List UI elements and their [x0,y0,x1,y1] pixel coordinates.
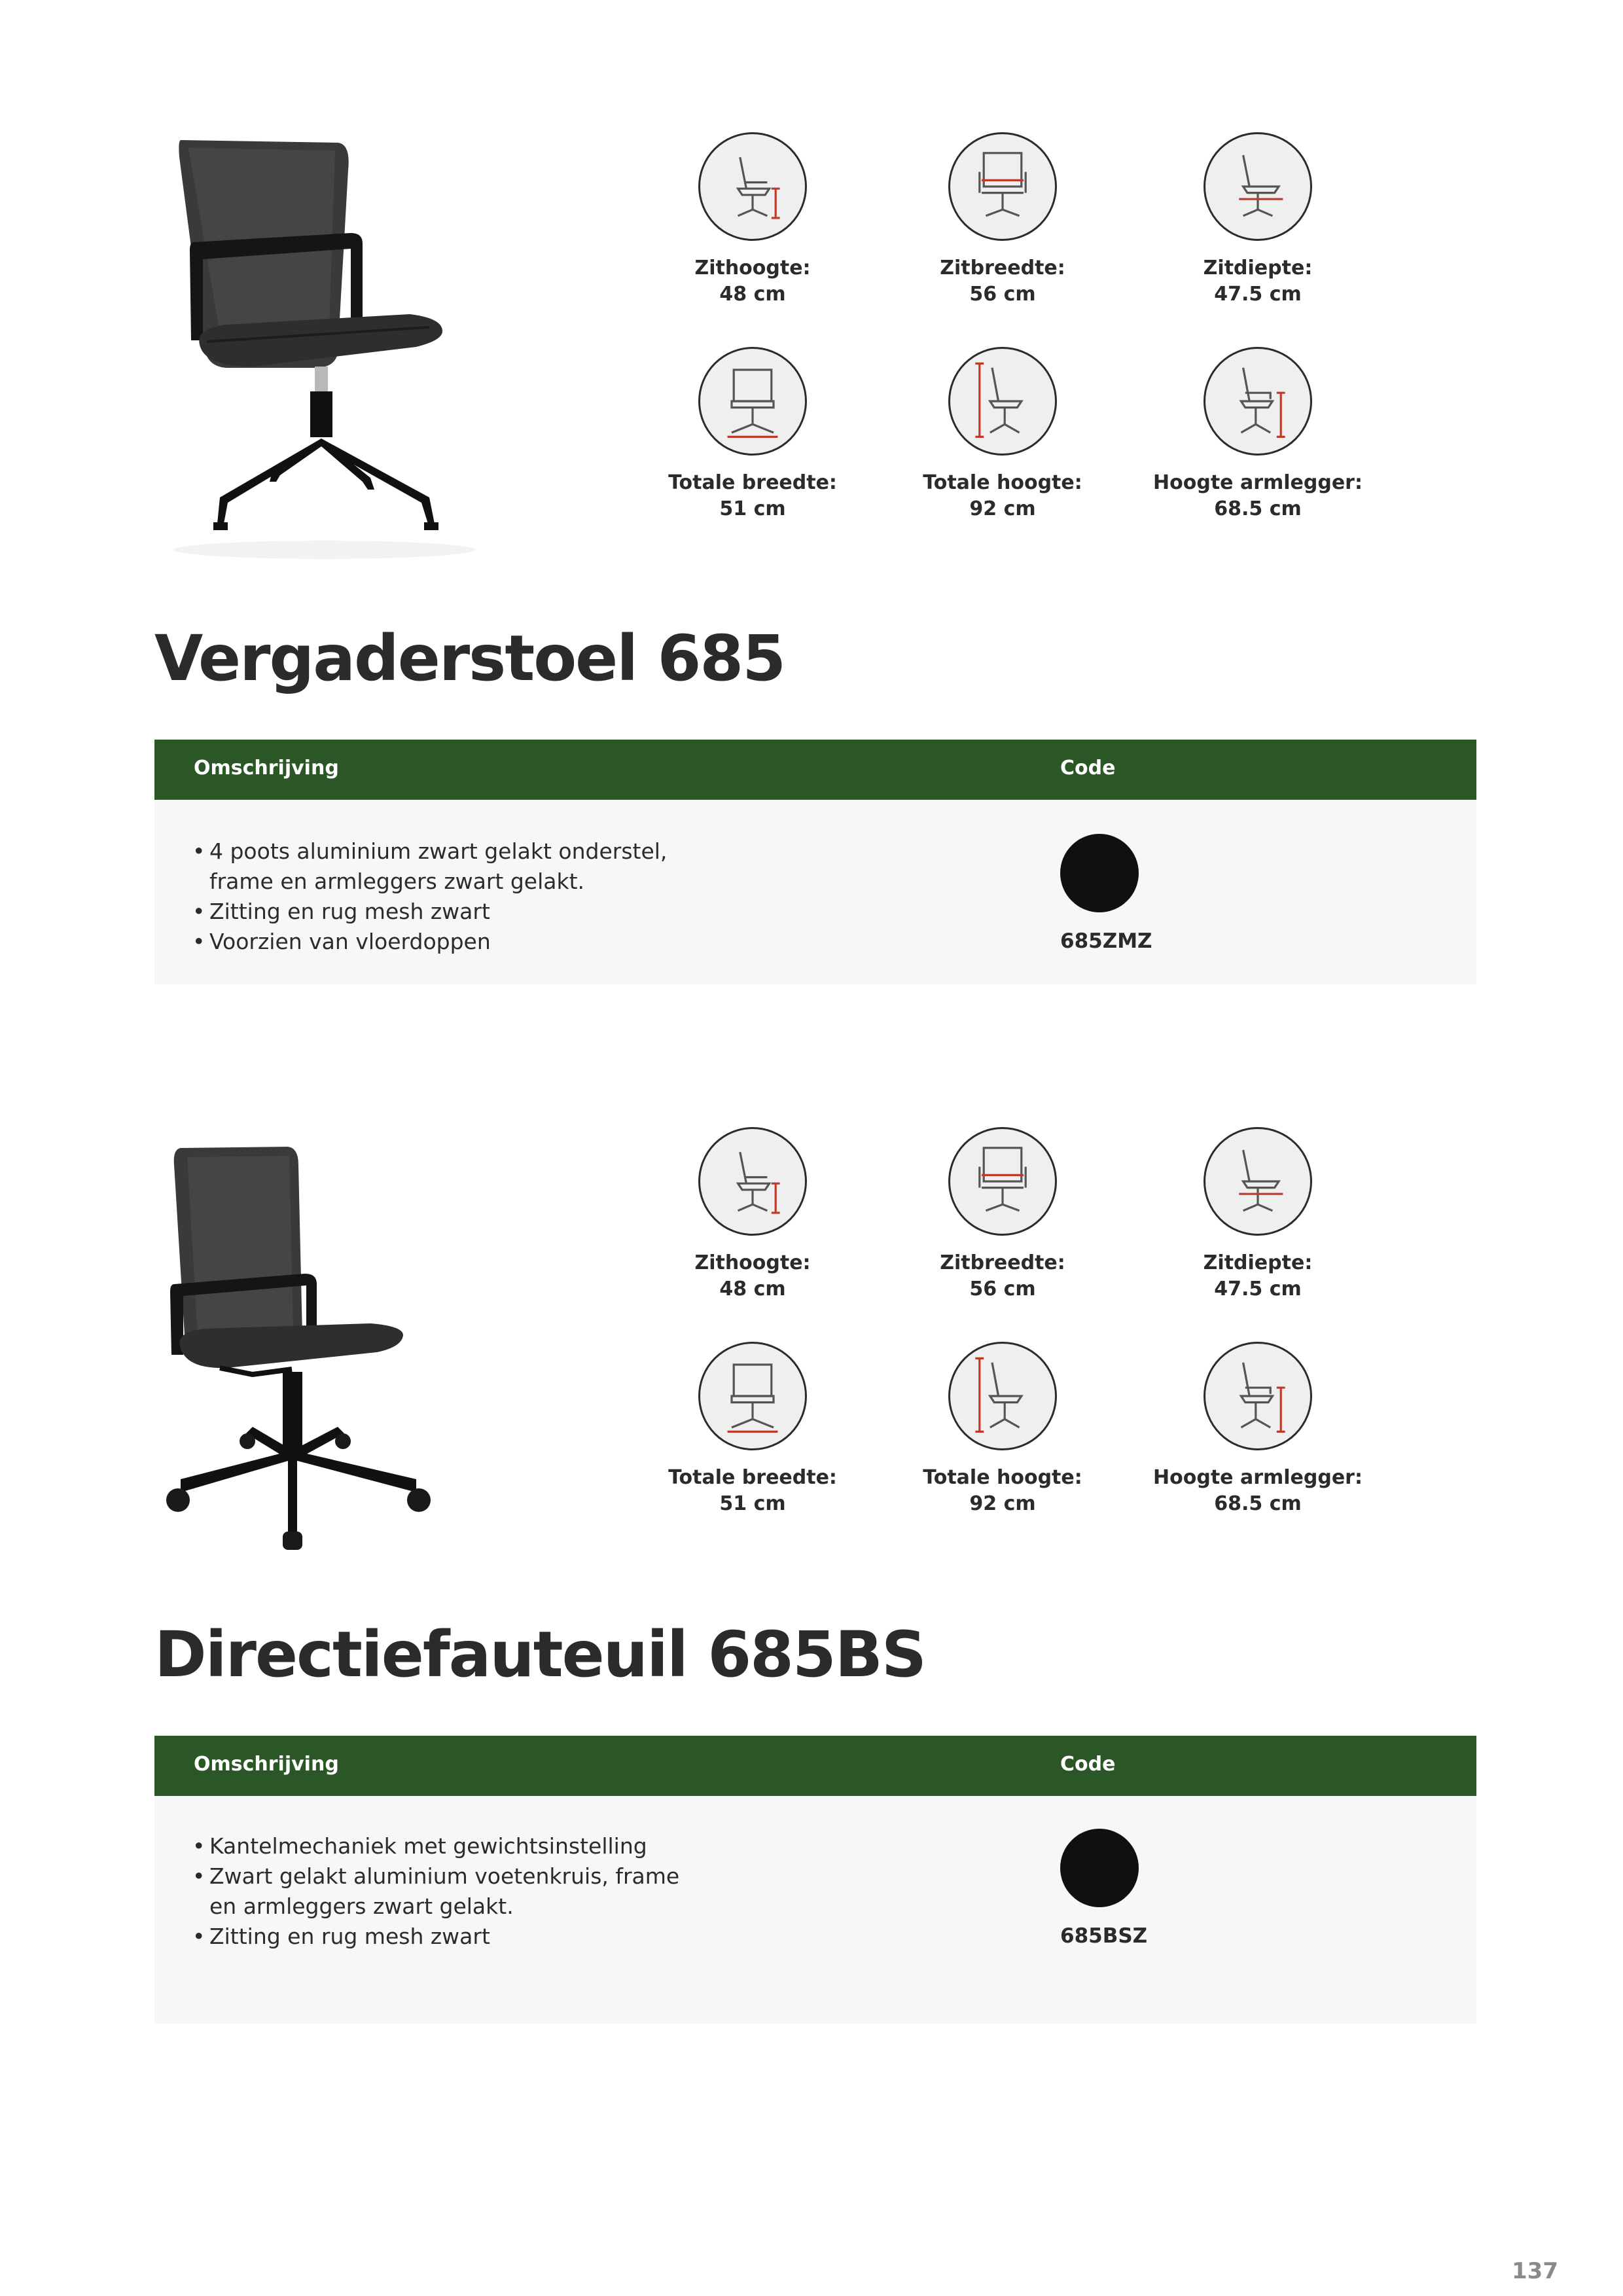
description-list [192,836,703,957]
spec-armrest-height [1147,1342,1369,1517]
spec-label: Totale breedte: [668,471,837,494]
spec-total-width [641,347,864,522]
table-header [154,1736,1476,1796]
spec-total-width [641,1342,864,1517]
list-item: • Zitting en rug mesh zwart [192,897,703,927]
spec-label: Hoogte armlegger: [1153,471,1363,494]
list-item: • Zitting en rug mesh zwart [192,1922,703,1952]
spec-total-height [891,347,1114,522]
product-code: 685ZMZ [1060,929,1152,953]
column-header-description: Omschrijving [194,1753,339,1776]
spec-label: Hoogte armlegger: [1153,1466,1363,1489]
seat-width-icon [948,1127,1057,1236]
product-code: 685BSZ [1060,1924,1148,1948]
total-width-icon [698,1342,807,1450]
list-item: • 4 poots aluminium zwart gelakt onderstel, frame en armleggers zwart gelakt. [192,836,703,897]
list-item: • Kantelmechaniek met gewichtsinstelling [192,1831,703,1861]
spec-seat-height [641,132,864,308]
spec-label: Totale hoogte: [923,471,1082,494]
product-section [0,0,1623,995]
spec-value: 68.5 cm [1214,1492,1302,1515]
meeting-chair-image [154,131,495,563]
spec-value: 51 cm [719,497,786,520]
spec-armrest-height [1147,347,1369,522]
armrest-height-icon [1204,347,1312,456]
spec-value: 47.5 cm [1214,283,1302,306]
spec-label: Zithoogte: [694,257,811,279]
spec-value: 48 cm [719,283,786,306]
spec-value: 92 cm [969,497,1036,520]
spec-label: Zitbreedte: [940,1251,1065,1274]
page-number: 137 [1512,2258,1558,2284]
seat-height-icon [698,132,807,241]
spec-value: 56 cm [969,1278,1036,1300]
spec-value: 51 cm [719,1492,786,1515]
spec-label: Zitbreedte: [940,257,1065,279]
executive-chair-image [154,1139,495,1558]
color-swatch [1060,834,1139,912]
spec-seat-depth [1147,132,1369,308]
total-height-icon [948,347,1057,456]
spec-seat-height [641,1127,864,1302]
total-width-icon [698,347,807,456]
table-body [154,800,1476,984]
spec-label: Zitdiepte: [1203,257,1313,279]
color-swatch [1060,1829,1139,1907]
description-list [192,1831,703,1952]
seat-depth-icon [1204,132,1312,241]
spec-value: 47.5 cm [1214,1278,1302,1300]
column-header-description: Omschrijving [194,757,339,780]
table-body [154,1796,1476,2024]
seat-height-icon [698,1127,807,1236]
spec-seat-width [891,132,1114,308]
spec-value: 48 cm [719,1278,786,1300]
seat-width-icon [948,132,1057,241]
product-section [0,995,1623,2042]
spec-label: Zitdiepte: [1203,1251,1313,1274]
spec-value: 92 cm [969,1492,1036,1515]
product-title: Directiefauteuil 685BS [154,1618,926,1691]
spec-seat-depth [1147,1127,1369,1302]
seat-depth-icon [1204,1127,1312,1236]
column-header-code: Code [1060,1753,1116,1776]
list-item: • Zwart gelakt aluminium voetenkruis, frame en armleggers zwart gelakt. [192,1861,703,1922]
armrest-height-icon [1204,1342,1312,1450]
spec-value: 68.5 cm [1214,497,1302,520]
list-item: • Voorzien van vloerdoppen [192,927,703,957]
column-header-code: Code [1060,757,1116,780]
table-header [154,740,1476,800]
spec-label: Zithoogte: [694,1251,811,1274]
spec-label: Totale breedte: [668,1466,837,1489]
spec-total-height [891,1342,1114,1517]
total-height-icon [948,1342,1057,1450]
spec-label: Totale hoogte: [923,1466,1082,1489]
spec-seat-width [891,1127,1114,1302]
spec-value: 56 cm [969,283,1036,306]
product-title: Vergaderstoel 685 [154,622,785,695]
